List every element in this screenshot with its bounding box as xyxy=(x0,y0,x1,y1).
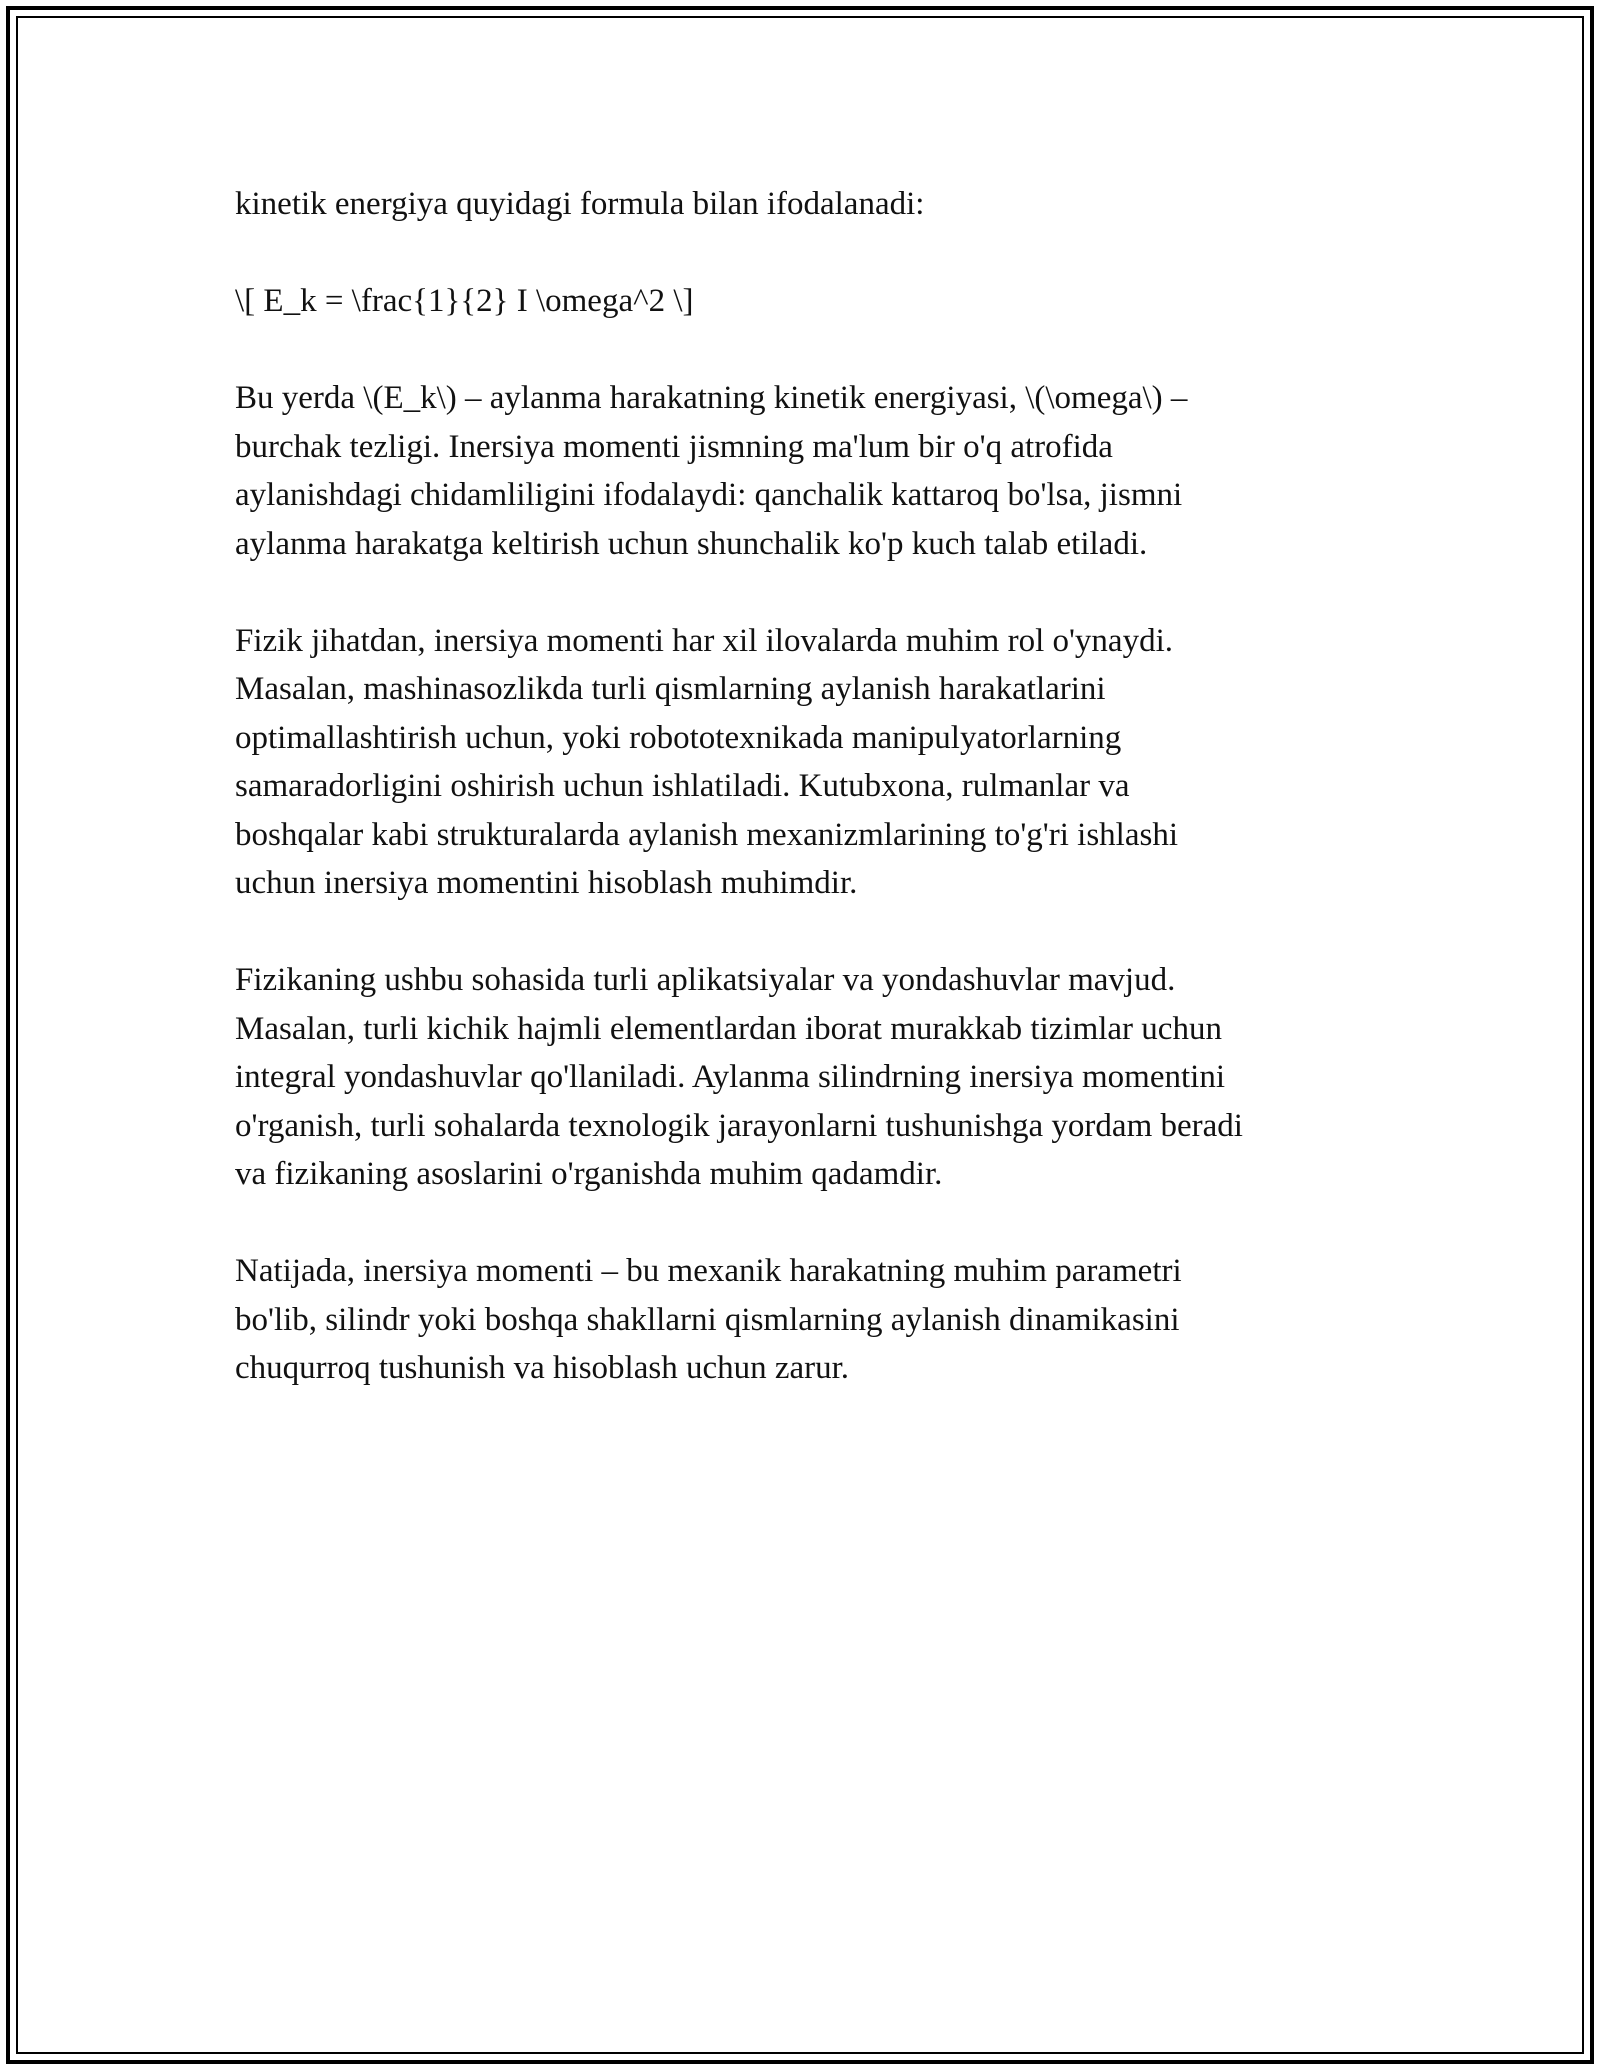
paragraph-applications xyxy=(235,617,1365,908)
paragraph-definition xyxy=(235,374,1365,568)
text-line: optimallashtirish uchun, yoki robototexnikada manipulyatorlarning xyxy=(235,719,1122,756)
text-line: samaradorligini oshirish uchun ishlatiladi. Kutubxona, rulmanlar va xyxy=(235,768,1130,804)
document-body xyxy=(235,180,1365,1393)
text-line: \[ E_k = \frac{1}{2} I \omega^2 \] xyxy=(235,283,694,319)
text-line: o'rganish, turli sohalarda texnologik jarayonlarni tushunishga yordam beradi xyxy=(235,1107,1243,1144)
paragraph-conclusion xyxy=(235,1247,1365,1393)
text-line: Fizik jihatdan, inersiya momenti har xil ilovalarda muhim rol o'ynaydi. xyxy=(235,622,1174,659)
text-line: Natijada, inersiya momenti – bu mexanik harakatning muhim parametri xyxy=(235,1253,1182,1289)
text-line: aylanishdagi chidamliligini ifodalaydi: qanchalik kattaroq bo'lsa, jismni xyxy=(235,477,1183,513)
text-line: Fizikaning ushbu sohasida turli aplikatsiyalar va yondashuvlar mavjud. xyxy=(235,962,1176,998)
paragraph-approaches xyxy=(235,956,1365,1199)
text-line: kinetik energiya quyidagi formula bilan ifodalanadi: xyxy=(235,186,925,222)
text-line: burchak tezligi. Inersiya momenti jismning ma'lum bir o'q atrofida xyxy=(235,428,1113,465)
text-line: integral yondashuvlar qo'llaniladi. Aylanma silindrning inersiya momentini xyxy=(235,1059,1225,1095)
text-line: chuqurroq tushunish va hisoblash uchun zarur. xyxy=(235,1350,850,1386)
text-line: va fizikaning asoslarini o'rganishda muhim qadamdir. xyxy=(235,1156,943,1192)
text-line: bo'lib, silindr yoki boshqa shakllarni qismlarning aylanish dinamikasini xyxy=(235,1301,1180,1338)
text-line: Masalan, turli kichik hajmli elementlardan iborat murakkab tizimlar uchun xyxy=(235,1010,1222,1047)
text-line: uchun inersiya momentini hisoblash muhimdir. xyxy=(235,865,858,901)
text-line: Masalan, mashinasozlikda turli qismlarning aylanish harakatlarini xyxy=(235,671,1106,707)
text-line: Bu yerda \(E_k\) – aylanma harakatning kinetik energiyasi, \(\omega\) – xyxy=(235,380,1188,416)
text-line: aylanma harakatga keltirish uchun shunchalik ko'p kuch talab etiladi. xyxy=(235,525,1148,562)
paragraph-intro xyxy=(235,180,1365,229)
formula-line xyxy=(235,277,1365,326)
text-line: boshqalar kabi strukturalarda aylanish mexanizmlarining to'g'ri ishlashi xyxy=(235,816,1178,853)
